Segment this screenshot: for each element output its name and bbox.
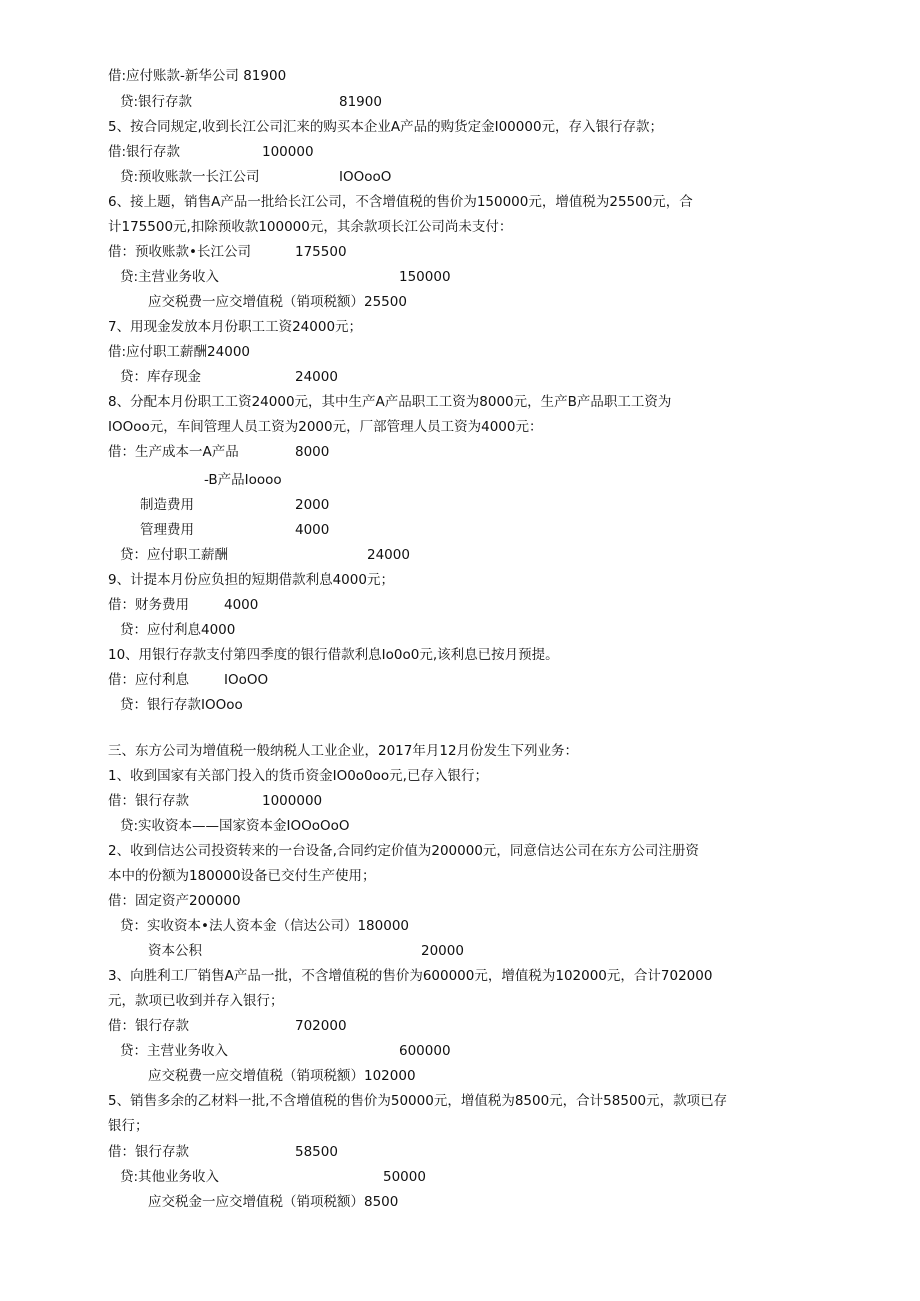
entry-amount-25: IOoOO bbox=[224, 672, 269, 688]
entry-amount-29: 1000000 bbox=[262, 793, 323, 809]
entry-line-35: 资本公积 bbox=[148, 943, 202, 959]
entry-line-43: 借：银行存款 bbox=[108, 1144, 189, 1160]
entry-amount-13: 24000 bbox=[295, 369, 338, 385]
entry-line-1: 借:应付账款-新华公司 81900 bbox=[108, 68, 287, 84]
entry-line-5: 贷:预收账款一长江公司 bbox=[120, 169, 260, 185]
entry-line-29: 借：银行存款 bbox=[108, 793, 189, 809]
entry-line-38: 借：银行存款 bbox=[108, 1018, 189, 1034]
entry-line-11: 7、用现金发放本月份职工工资24000元； bbox=[108, 319, 363, 335]
entry-line-33: 借：固定资产200000 bbox=[108, 893, 241, 909]
entry-line-39: 贷：主营业务收入 bbox=[120, 1043, 228, 1059]
entry-amount-35: 20000 bbox=[421, 943, 464, 959]
entry-line-16: 借：生产成本一A产品 bbox=[108, 444, 239, 460]
entry-line-37: 元，款项已收到并存入银行； bbox=[108, 993, 284, 1009]
entry-line-23: 贷：应付利息4000 bbox=[120, 622, 236, 638]
entry-amount-9: 150000 bbox=[399, 269, 451, 285]
entry-amount-38: 702000 bbox=[295, 1018, 347, 1034]
entry-line-34: 贷：实收资本•法人资本金（信达公司）180000 bbox=[120, 918, 409, 934]
entry-amount-16: 8000 bbox=[295, 444, 330, 460]
entry-amount-5: IOOooO bbox=[339, 169, 392, 185]
entry-line-14: 8、分配本月份职工工资24000元，其中生产A产品职工工资为8000元，生产B产品职工工资为 bbox=[108, 394, 672, 410]
entry-line-44: 贷:其他业务收入 bbox=[120, 1169, 220, 1185]
entry-amount-18: 2000 bbox=[295, 497, 330, 513]
entry-amount-44: 50000 bbox=[383, 1169, 426, 1185]
entry-line-21: 9、计提本月份应负担的短期借款利息4000元； bbox=[108, 572, 394, 588]
entry-line-20: 贷：应付职工薪酬 bbox=[120, 547, 228, 563]
entry-amount-20: 24000 bbox=[367, 547, 410, 563]
entry-line-24: 10、用银行存款支付第四季度的银行借款利息Io0o0元,该利息已按月预提。 bbox=[108, 647, 559, 663]
entry-line-6: 6、接上题，销售A产品一批给长江公司，不含增值税的售价为150000元，增值税为25500元，合 bbox=[108, 194, 693, 210]
entry-line-42: 银行； bbox=[108, 1118, 149, 1134]
entry-line-18: 制造费用 bbox=[140, 497, 194, 513]
entry-line-10: 应交税费一应交增值税（销项税额）25500 bbox=[148, 294, 407, 310]
entry-line-36: 3、向胜利工厂销售A产品一批，不含增值税的售价为600000元，增值税为102000元，合计702000 bbox=[108, 968, 713, 984]
entry-amount-22: 4000 bbox=[224, 597, 259, 613]
entry-amount-39: 600000 bbox=[399, 1043, 451, 1059]
entry-line-31: 2、收到信达公司投资转来的一台设备,合同约定价值为200000元，同意信达公司在东方公司注册资 bbox=[108, 843, 699, 859]
entry-line-12: 借:应付职工薪酬24000 bbox=[108, 344, 250, 360]
entry-line-19: 管理费用 bbox=[140, 522, 194, 538]
entry-line-8: 借：预收账款•长江公司 bbox=[108, 244, 251, 260]
entry-line-41: 5、销售多余的乙材料一批,不含增值税的售价为50000元，增值税为8500元，合计58500元，款项已存 bbox=[108, 1093, 728, 1109]
entry-amount-8: 175500 bbox=[295, 244, 347, 260]
entry-line-45: 应交税金一应交增值税（销项税额）8500 bbox=[148, 1194, 399, 1210]
entry-amount-4: 100000 bbox=[262, 144, 314, 160]
entry-amount-19: 4000 bbox=[295, 522, 330, 538]
entry-line-40: 应交税费一应交增值税（销项税额）102000 bbox=[148, 1068, 416, 1084]
entry-line-7: 计175500元,扣除预收款100000元，其余款项长江公司尚未支付： bbox=[108, 219, 513, 235]
entry-line-13: 贷：库存现金 bbox=[120, 369, 201, 385]
entry-line-17: -B产品Ioooo bbox=[204, 472, 282, 488]
entry-line-2: 贷:银行存款 bbox=[120, 94, 193, 110]
entry-line-4: 借:银行存款 bbox=[108, 144, 181, 160]
entry-line-28: 1、收到国家有关部门投入的货币资金IO0o0oo元,已存入银行； bbox=[108, 768, 488, 784]
entry-line-25: 借：应付利息 bbox=[108, 672, 189, 688]
entry-line-3: 5、按合同规定,收到长江公司汇来的购买本企业A产品的购货定金I00000元，存入银行存款； bbox=[108, 119, 664, 135]
entry-line-22: 借：财务费用 bbox=[108, 597, 189, 613]
section-heading-three: 三、东方公司为增值税一般纳税人工业企业，2017年月12月份发生下列业务： bbox=[108, 743, 579, 759]
entry-line-26: 贷：银行存款IOOoo bbox=[120, 697, 243, 713]
entry-amount-2: 81900 bbox=[339, 94, 382, 110]
entry-line-32: 本中的份额为180000设备已交付生产使用； bbox=[108, 868, 376, 884]
entry-line-9: 贷:主营业务收入 bbox=[120, 269, 220, 285]
entry-line-30: 贷:实收资本——国家资本金IOOoOoO bbox=[120, 818, 350, 834]
entry-amount-43: 58500 bbox=[295, 1144, 338, 1160]
entry-line-15: IOOoo元，车间管理人员工资为2000元，厂部管理人员工资为4000元： bbox=[108, 419, 543, 435]
